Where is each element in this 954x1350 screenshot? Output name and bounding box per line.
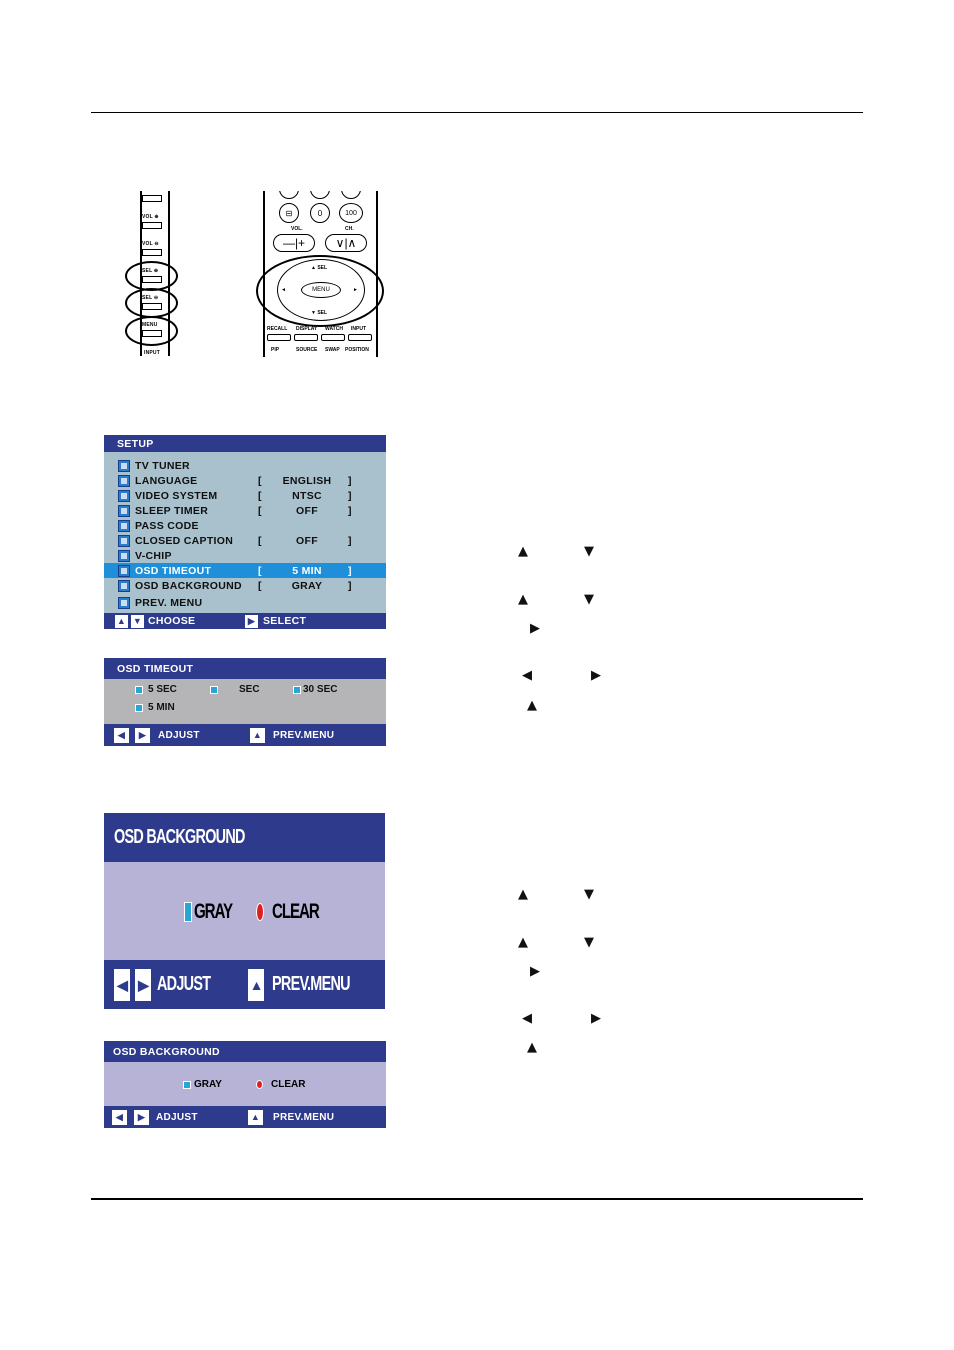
setup-row-value: ENGLISH xyxy=(282,474,332,487)
remote-source-label: SOURCE xyxy=(296,347,318,353)
right-arrow-icon: ▶ xyxy=(135,969,151,1001)
remote-vol-label: VOL. xyxy=(291,226,303,232)
remote-vol-rocker: —|+ xyxy=(273,234,315,252)
bracket-open: [ xyxy=(258,474,262,487)
remote-input-label: INPUT xyxy=(351,326,366,332)
bracket-open: [ xyxy=(258,579,262,592)
setup-row-closed-caption xyxy=(104,533,386,548)
osd-timeout-title: OSD TIMEOUT xyxy=(104,658,386,679)
osd-timeout-footer xyxy=(104,724,386,746)
down-triangle-icon: ▼ xyxy=(584,544,594,559)
bracket-close: ] xyxy=(348,579,352,592)
panel-button-top xyxy=(142,195,162,202)
bracket-open: [ xyxy=(258,564,262,577)
down-arrow-icon: ▼ xyxy=(132,616,143,626)
setup-row-label: PASS CODE xyxy=(135,519,199,532)
up-triangle-icon: ▲ xyxy=(518,544,528,559)
footer-adjust-label: ADJUST xyxy=(157,973,211,995)
return-icon xyxy=(118,597,130,609)
setup-row-tv-tuner xyxy=(104,458,386,473)
option-label: SEC xyxy=(239,684,260,695)
background-option-clear xyxy=(256,1079,305,1090)
option-marker-icon xyxy=(210,686,218,694)
setup-row-label: LANGUAGE xyxy=(135,474,198,487)
title-text: OSD BACKGROUND xyxy=(114,826,245,848)
osd-background-icon xyxy=(118,580,130,592)
bracket-open: [ xyxy=(258,489,262,502)
remote-sel-down-label: ▼ SEL xyxy=(311,310,328,316)
bracket-close: ] xyxy=(348,534,352,547)
right-triangle-icon: ▶ xyxy=(530,621,540,636)
sleep-timer-icon xyxy=(118,505,130,517)
panel-input-label: INPUT xyxy=(144,350,160,356)
option-label: 30 SEC xyxy=(303,684,338,695)
option-label: 5 SEC xyxy=(148,684,177,695)
up-arrow-icon: ▲ xyxy=(248,969,264,1001)
setup-menu-title: SETUP xyxy=(104,435,386,452)
remote-key-input-icon: ⊟ xyxy=(279,203,299,223)
remote-position-label: POSITION xyxy=(345,347,369,353)
timeout-option-sec xyxy=(210,684,260,695)
bracket-close: ] xyxy=(348,504,352,517)
remote-watch-key xyxy=(321,334,345,341)
setup-row-sleep-timer xyxy=(104,503,386,518)
setup-row-value: 5 MIN xyxy=(292,564,322,577)
highlight-ring-remote-dpad xyxy=(256,255,384,327)
closed-caption-icon xyxy=(118,535,130,547)
language-icon xyxy=(118,475,130,487)
setup-row-label: PREV. MENU xyxy=(135,596,203,609)
bracket-close: ] xyxy=(348,489,352,502)
gray-marker-icon xyxy=(184,902,192,922)
remote-recall-label: RECALL xyxy=(267,326,288,332)
setup-row-video-system xyxy=(104,488,386,503)
remote-input-key xyxy=(348,334,372,341)
osd-background-small-footer xyxy=(104,1106,386,1128)
right-triangle-icon: ▶ xyxy=(591,1011,601,1026)
timeout-option-30-sec xyxy=(293,684,337,695)
remote-key-top1 xyxy=(279,191,299,199)
remote-pip-label: PIP xyxy=(271,347,280,353)
osd-background-large-body xyxy=(104,862,385,960)
option-marker-icon xyxy=(135,686,143,694)
footer-prev-menu-label: PREV.MENU xyxy=(273,729,335,741)
setup-row-value: GRAY xyxy=(291,579,323,592)
v-chip-icon xyxy=(118,550,130,562)
video-system-icon xyxy=(118,490,130,502)
left-triangle-icon: ◀ xyxy=(522,668,532,683)
background-option-gray xyxy=(183,1079,222,1090)
setup-row-label: SLEEP TIMER xyxy=(135,504,209,517)
up-arrow-icon: ▲ xyxy=(248,1110,263,1125)
right-triangle-icon: ▶ xyxy=(530,964,540,979)
option-label: GRAY xyxy=(194,900,232,923)
setup-row-pass-code xyxy=(104,518,386,533)
gray-marker-icon xyxy=(183,1081,191,1089)
footer-prev-menu-label: PREV.MENU xyxy=(273,1111,335,1123)
setup-row-value: OFF xyxy=(296,504,318,517)
option-marker-icon xyxy=(293,686,301,694)
panel-vol-minus-button xyxy=(142,249,162,256)
remote-ch-label: CH. xyxy=(345,226,354,232)
remote-key-0: 0 xyxy=(310,203,330,223)
osd-background-large-screen xyxy=(104,813,385,1009)
remote-swap-label: SWAP xyxy=(325,347,340,353)
option-marker-icon xyxy=(135,704,143,712)
background-option-gray xyxy=(184,900,247,924)
up-triangle-icon: ▲ xyxy=(518,592,528,607)
up-triangle-icon: ▲ xyxy=(527,1040,537,1055)
left-arrow-icon: ◀ xyxy=(114,969,130,1001)
osd-background-small-body xyxy=(104,1062,386,1106)
osd-timeout-body xyxy=(104,679,386,724)
down-triangle-icon: ▼ xyxy=(584,887,594,902)
bottom-rule xyxy=(91,1198,863,1200)
setup-row-label: VIDEO SYSTEM xyxy=(135,489,218,502)
remote-adj-left-label: ◄ xyxy=(281,287,286,293)
right-arrow-icon: ▶ xyxy=(135,728,150,743)
setup-row-label: TV TUNER xyxy=(135,459,190,472)
setup-row-prev-menu xyxy=(104,595,386,610)
timeout-option-5-sec xyxy=(135,684,177,695)
remote-display-key xyxy=(294,334,318,341)
footer-select-label: SELECT xyxy=(263,615,307,627)
remote-watch-label: WATCH xyxy=(325,326,343,332)
up-arrow-icon: ▲ xyxy=(116,616,127,626)
clear-marker-icon xyxy=(256,903,264,921)
up-triangle-icon: ▲ xyxy=(518,935,528,950)
up-arrow-icon: ▲ xyxy=(250,728,265,743)
down-triangle-icon: ▼ xyxy=(584,592,594,607)
remote-display-label: DISPLAY xyxy=(296,326,318,332)
clear-marker-icon xyxy=(256,1080,263,1089)
bracket-open: [ xyxy=(258,534,262,547)
osd-timeout-icon xyxy=(118,565,130,577)
setup-row-osd-background xyxy=(104,578,386,593)
remote-adj-right-label: ► xyxy=(353,287,358,293)
bracket-open: [ xyxy=(258,504,262,517)
down-triangle-icon: ▼ xyxy=(584,935,594,950)
key-icon xyxy=(118,520,130,532)
footer-prev-menu-label: PREV.MENU xyxy=(272,973,350,995)
remote-sel-up-label: ▲ SEL xyxy=(311,265,328,271)
bracket-close: ] xyxy=(348,564,352,577)
option-label: CLEAR xyxy=(271,1079,306,1090)
top-rule xyxy=(91,112,863,113)
osd-timeout-screen xyxy=(104,658,386,746)
bracket-close: ] xyxy=(348,474,352,487)
setup-row-v-chip xyxy=(104,548,386,563)
setup-menu-screen xyxy=(104,435,386,629)
remote-recall-key xyxy=(267,334,291,341)
option-label: CLEAR xyxy=(272,900,319,923)
remote-key-100: 100 xyxy=(339,203,363,223)
up-triangle-icon: ▲ xyxy=(518,887,528,902)
remote-ch-rocker: ∨|∧ xyxy=(325,234,367,252)
tv-tuner-icon xyxy=(118,460,130,472)
left-triangle-icon: ◀ xyxy=(522,1011,532,1026)
setup-row-label: OSD TIMEOUT xyxy=(135,564,212,577)
osd-background-small-title: OSD BACKGROUND xyxy=(104,1041,386,1062)
timeout-option-5-min xyxy=(135,702,175,713)
panel-sel-up-label: SEL ⊕ xyxy=(142,268,159,274)
panel-vol-plus-label: VOL ⊕ xyxy=(142,214,159,220)
highlight-ring-sel-down xyxy=(125,288,178,318)
setup-row-label: CLOSED CAPTION xyxy=(135,534,234,547)
osd-background-large-title xyxy=(104,813,385,862)
option-label: 5 MIN xyxy=(148,702,175,713)
background-option-clear xyxy=(256,900,337,924)
footer-adjust-label: ADJUST xyxy=(158,729,200,741)
panel-vol-plus-button xyxy=(142,222,162,229)
left-arrow-icon: ◀ xyxy=(114,728,129,743)
option-label: GRAY xyxy=(194,1079,222,1090)
right-triangle-icon: ▶ xyxy=(591,668,601,683)
setup-row-label: V-CHIP xyxy=(135,549,172,562)
left-arrow-icon: ◀ xyxy=(112,1110,127,1125)
panel-sel-down-label: SEL ⊖ xyxy=(142,295,159,301)
setup-row-value: NTSC xyxy=(292,489,322,502)
up-triangle-icon: ▲ xyxy=(527,698,537,713)
setup-row-osd-timeout xyxy=(104,563,386,578)
remote-key-top3 xyxy=(341,191,361,199)
panel-vol-minus-label: VOL ⊖ xyxy=(142,241,159,247)
right-arrow-icon: ▶ xyxy=(245,615,258,628)
setup-row-language xyxy=(104,473,386,488)
remote-key-top2 xyxy=(310,191,330,199)
setup-row-label: OSD BACKGROUND xyxy=(135,579,242,592)
osd-background-large-footer xyxy=(104,960,385,1009)
highlight-ring-menu xyxy=(125,316,178,346)
setup-row-value: OFF xyxy=(296,534,318,547)
right-arrow-icon: ▶ xyxy=(134,1110,149,1125)
footer-adjust-label: ADJUST xyxy=(156,1111,198,1123)
panel-menu-label: MENU xyxy=(142,322,158,328)
highlight-ring-sel-up xyxy=(125,261,178,291)
footer-choose-label: CHOOSE xyxy=(148,615,196,627)
osd-background-small-screen xyxy=(104,1041,386,1128)
remote-menu-key: MENU xyxy=(301,282,341,298)
setup-menu-body xyxy=(104,452,386,613)
setup-menu-footer xyxy=(104,613,386,629)
